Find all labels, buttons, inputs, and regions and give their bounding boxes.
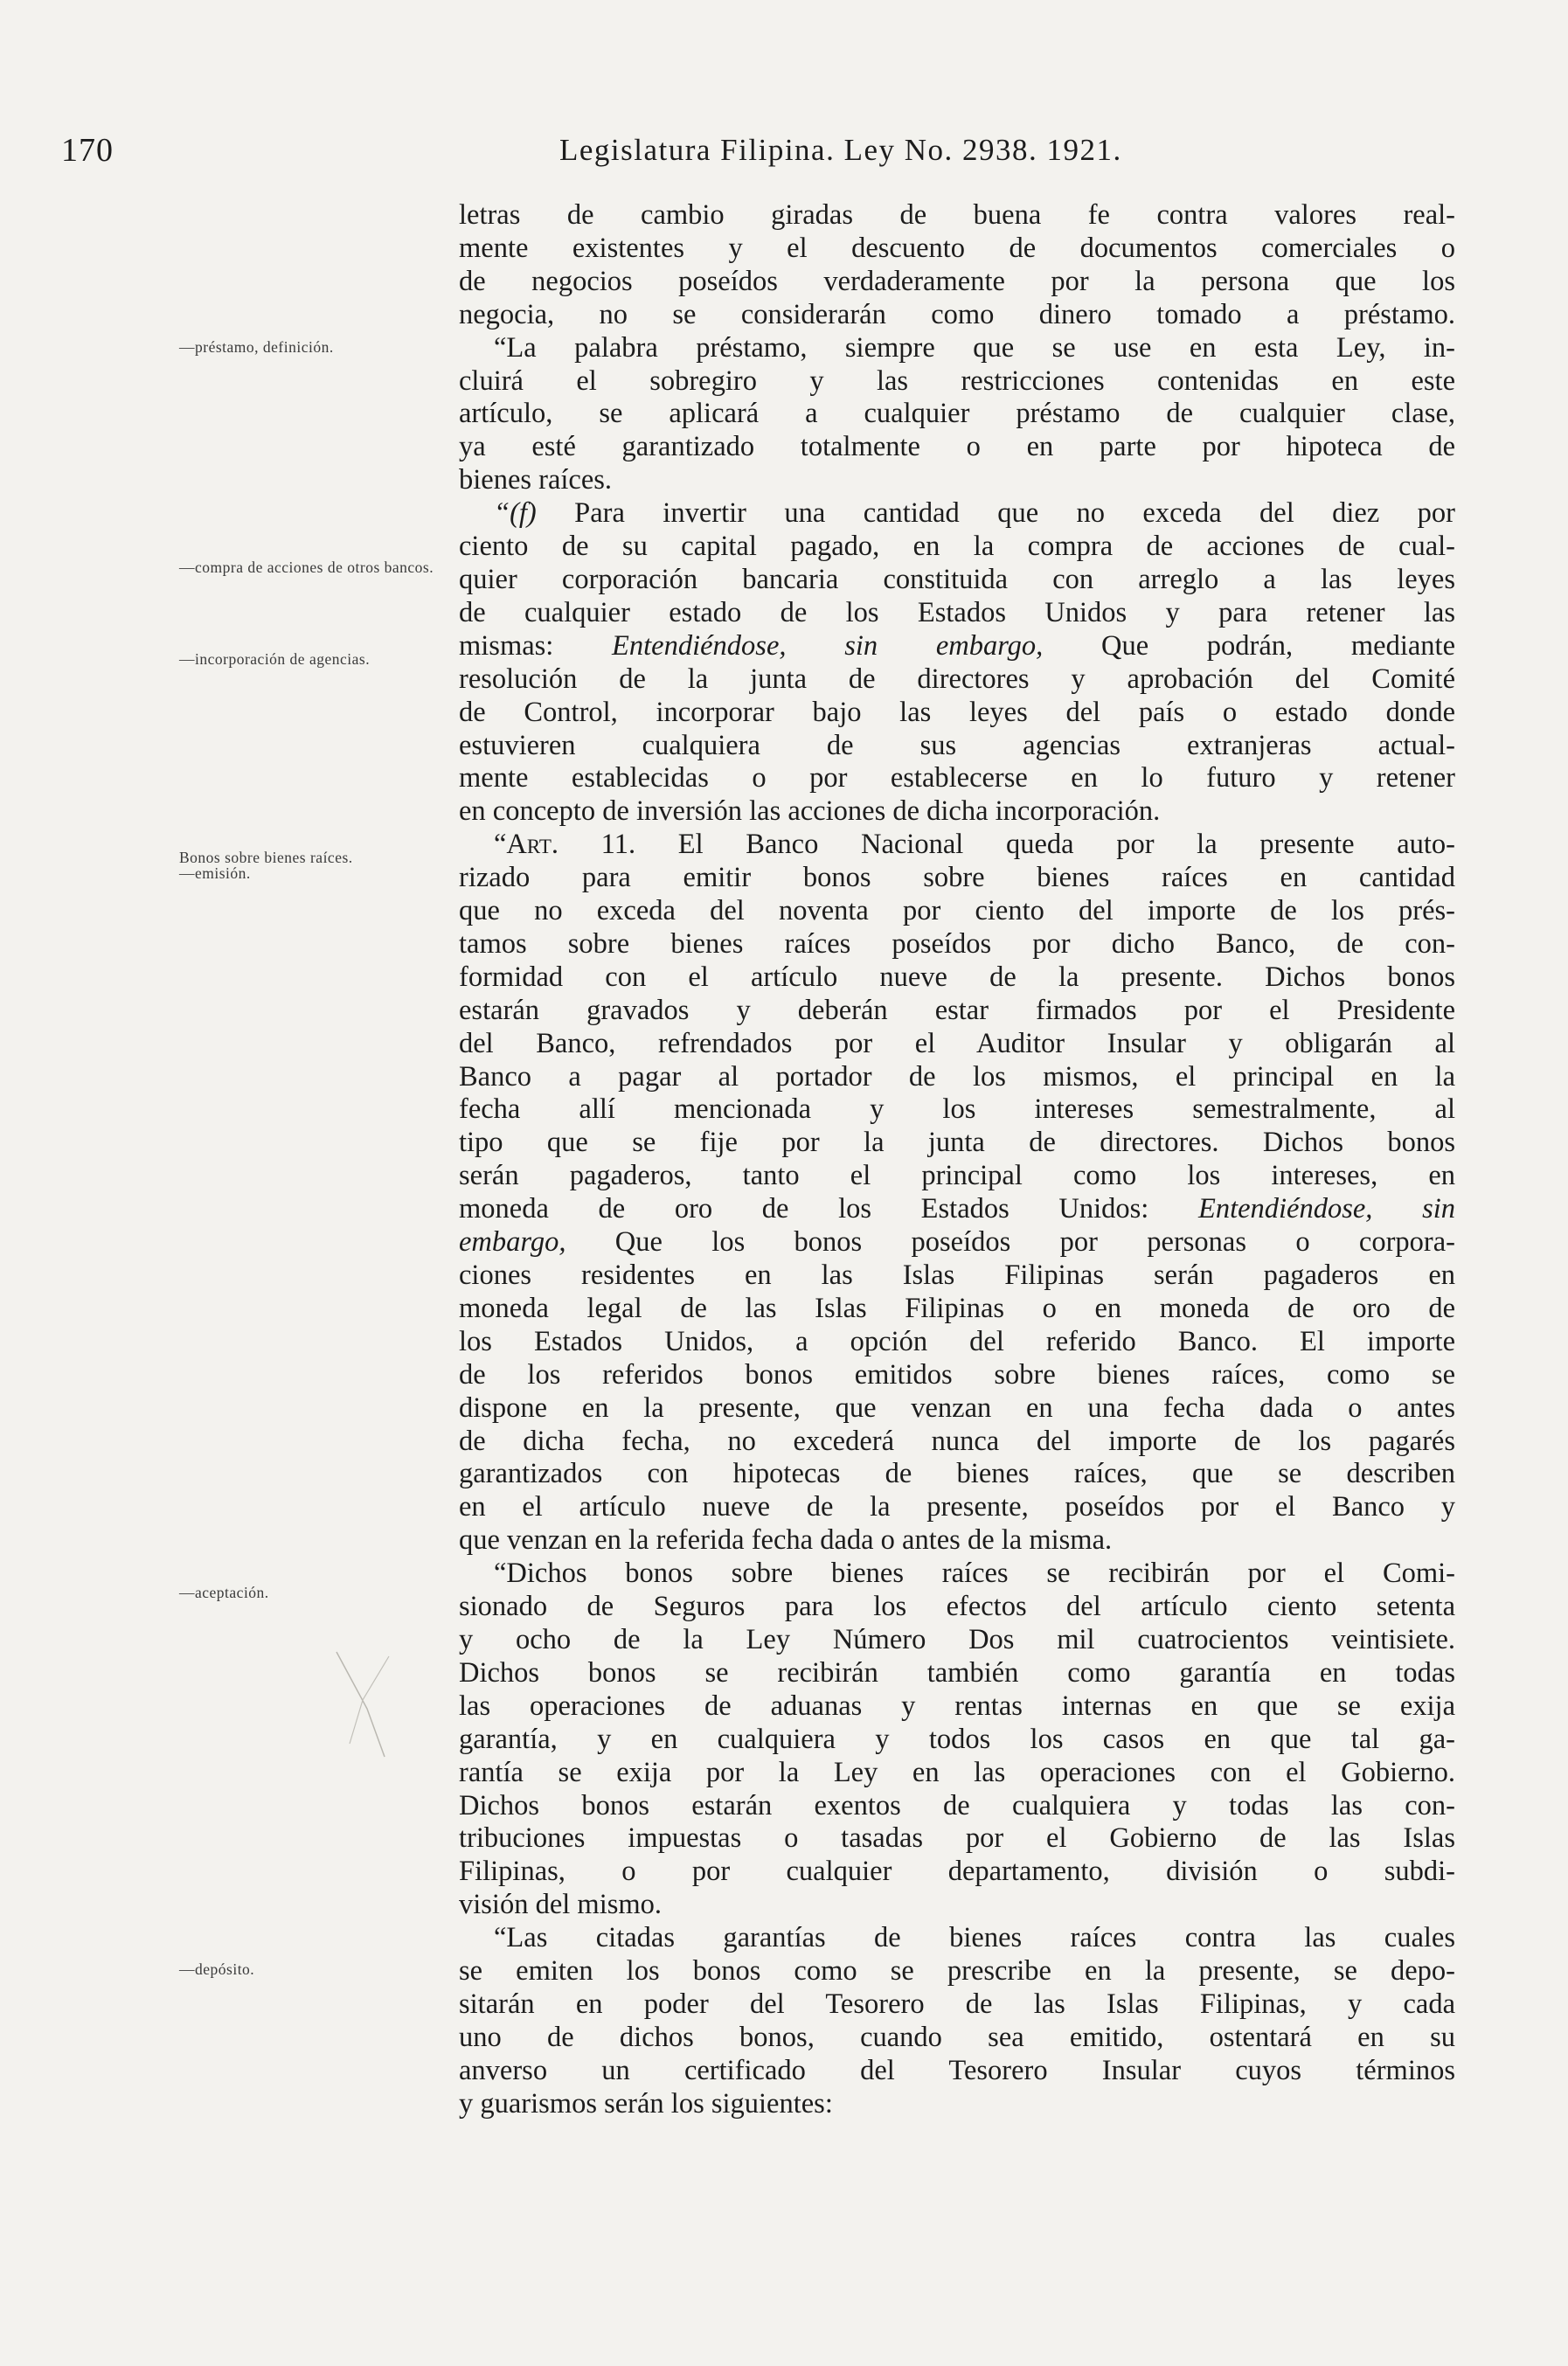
text-line: de Control, incorporar bajo las leyes del país o estado donde [459,696,1455,728]
text-line: de negocios poseídos verdaderamente por la persona que los [459,265,1455,297]
article-number: “Art. 11. [494,829,636,861]
text-line: artículo, se aplicará a cualquier préstamo de cualquier clase, [459,398,1455,430]
margin-note-incorporacion: —incorporación de agencias. [179,650,371,668]
running-head: Legislatura Filipina. Ley No. 2938. 1921. [559,133,1122,167]
text-line: de dicha fecha, no excederá nunca del importe de los pagarés [459,1425,1455,1457]
text-line: uno de dichos bonos, cuando sea emitido, ostentará en su [459,2021,1455,2053]
text-line: anverso un certificado del Tesorero Insular cuyos términos [459,2054,1455,2086]
text-line: quier corporación bancaria constituida con arreglo a las leyes [459,563,1455,595]
text-line: tamos sobre bienes raíces poseídos por dicho Banco, de con- [459,927,1455,960]
text-fragment: Que podrán, mediante [1043,629,1455,662]
text-line: del Banco, refrendados por el Auditor Insular y obligarán al [459,1027,1455,1059]
text-fragment: moneda de oro de los Estados Unidos: [459,1193,1198,1225]
text-line: sionado de Seguros para los efectos del artículo ciento setenta [459,1591,1455,1623]
text-line: tipo que se fije por la junta de directores. Dichos bonos [459,1127,1455,1159]
text-line: mente establecidas o por establecerse en lo futuro y retener [459,762,1455,794]
text-fragment: mismas: [459,629,613,662]
text-line: bienes raíces. [459,464,613,496]
text-line: Banco a pagar al portador de los mismos, el principal en la [459,1060,1455,1093]
text-line: en concepto de inversión las acciones de dicha incorporación. [459,795,1161,828]
margin-note-compra-acciones: —compra de acciones de otros bancos. [179,559,434,576]
text-line: “Dichos bonos sobre bienes raíces se recibirán por el Comi- [494,1558,1455,1590]
text-line: estuvieren cualquiera de sus agencias extranjeras actual- [459,729,1455,761]
text-line [459,497,1455,531]
text-line: dispone en la presente, que venzan en una fecha dada o antes [459,1391,1455,1424]
text-line: cluirá el sobregiro y las restricciones contenidas en este [459,364,1455,397]
text-line: que venzan en la referida fecha dada o antes de la misma. [459,1524,1113,1557]
italic-fragment: embargo, [459,1226,566,1259]
text-line: de cualquier estado de los Estados Unidos y para retener las [459,596,1455,628]
text-line: se emiten los bonos como se prescribe en la presente, se depo- [459,1955,1455,1988]
text-line: rantía se exija por la Ley en las operaciones con el Gobierno. [459,1756,1455,1788]
italic-fragment: Entendiéndose, sin embargo, [612,629,1044,662]
body-text [459,199,1455,2121]
text-line: ciento de su capital pagado, en la compra de acciones de cual- [459,531,1455,563]
text-line: letras de cambio giradas de buena fe contra valores real- [459,199,1455,231]
text-line: “La palabra préstamo, siempre que se use en esta Ley, in- [494,331,1455,364]
pencil-mark-icon [332,1648,393,1761]
margin-note-prestamo: —préstamo, definición. [179,338,334,356]
text-fragment: Para invertir una cantidad que no exceda del diez por [574,497,1455,530]
text-line [459,1226,1455,1259]
page-header [61,131,1460,175]
text-fragment: Que los bonos poseídos por personas o corpora- [565,1226,1455,1259]
text-line: ciones residentes en las Islas Filipinas serán pagaderos en [459,1259,1455,1291]
text-line: que no exceda del noventa por ciento del importe de los prés- [459,895,1455,927]
margin-note-aceptacion: —aceptación. [179,1584,269,1601]
margin-note-bonos: Bonos sobre bienes raíces. —emisión. [179,849,353,882]
text-line: serán pagaderos, tanto el principal como los intereses, en [459,1160,1455,1192]
text-line: fecha allí mencionada y los intereses semestralmente, al [459,1093,1455,1126]
text-line: mente existentes y el descuento de documentos comerciales o [459,232,1455,264]
text-line: moneda legal de las Islas Filipinas o en moneda de oro de [459,1292,1455,1324]
text-line: en el artículo nueve de la presente, poseídos por el Banco y [459,1491,1455,1523]
text-line: formidad con el artículo nueve de la presente. Dichos bonos [459,961,1455,993]
italic-fragment: Entendiéndose, sin [1197,1193,1455,1225]
text-line: resolución de la junta de directores y aprobación del Comité [459,663,1455,695]
text-line: y guarismos serán los siguientes: [459,2087,833,2120]
text-line: sitarán en poder del Tesorero de las Islas Filipinas, y cada [459,1988,1455,2020]
text-line: tribuciones impuestas o tasadas por el Gobierno de las Islas [459,1822,1455,1855]
text-line: Filipinas, o por cualquier departamento, división o subdi- [459,1856,1455,1888]
text-line: rizado para emitir bonos sobre bienes raíces en cantidad [459,862,1455,894]
text-line: visión del mismo. [459,1889,663,1921]
text-line: Dichos bonos se recibirán también como garantía en todas [459,1656,1455,1689]
text-line [459,829,1455,862]
text-line: ya esté garantizado totalmente o en parte por hipoteca de [459,431,1455,463]
text-line: garantizados con hipotecas de bienes raíces, que se describen [459,1458,1455,1490]
text-line: negocia, no se considerarán como dinero tomado a préstamo. [459,298,1455,330]
text-line: las operaciones de aduanas y rentas internas en que se exija [459,1690,1455,1722]
text-line: los Estados Unidos, a opción del referido Banco. El importe [459,1325,1455,1357]
text-fragment: El Banco Nacional queda por la presente auto- [635,829,1455,861]
text-line: y ocho de la Ley Número Dos mil cuatrocientos veintisiete. [459,1623,1455,1655]
text-line: estarán gravados y deberán estar firmados por el Presidente [459,994,1455,1026]
text-line [459,1193,1455,1226]
text-line: Dichos bonos estarán exentos de cualquiera y todas las con- [459,1789,1455,1821]
text-line: garantía, y en cualquiera y todos los casos en que tal ga- [459,1723,1455,1755]
margin-note-deposito: —depósito. [179,1960,255,1978]
clause-lead: “(f) [494,497,575,530]
page-number: 170 [61,132,114,169]
text-line [459,630,1455,663]
text-line: de los referidos bonos emitidos sobre bienes raíces, como se [459,1358,1455,1391]
text-line: “Las citadas garantías de bienes raíces contra las cuales [494,1922,1455,1954]
